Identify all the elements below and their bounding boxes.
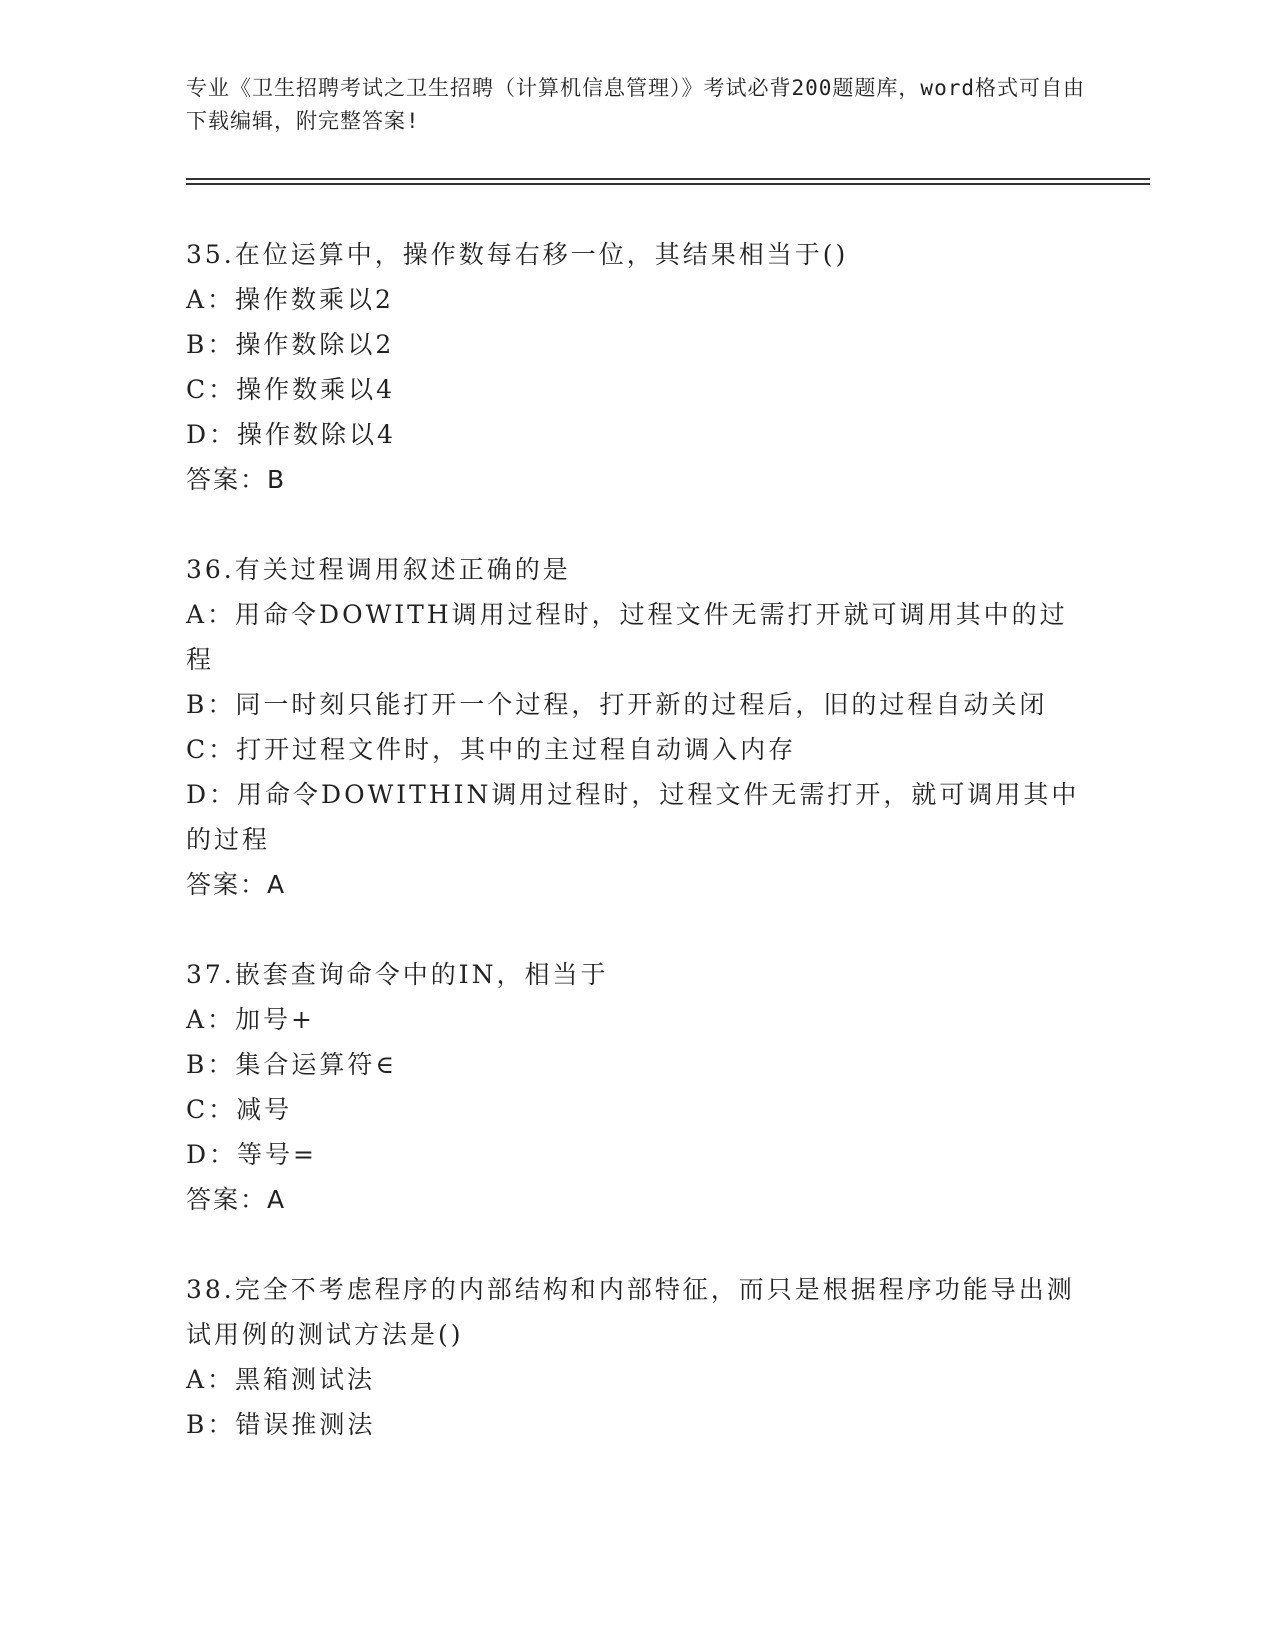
question-stem: 37.嵌套查询命令中的IN，相当于 <box>186 960 609 989</box>
question-38 <box>186 1267 1086 1447</box>
question-stem: 36.有关过程调用叙述正确的是 <box>186 555 571 584</box>
header-divider-top <box>186 178 1150 180</box>
question-37 <box>186 952 1086 1223</box>
option-c: C：操作数乘以4 <box>186 375 396 404</box>
question-36 <box>186 547 1086 908</box>
question-list <box>186 232 1086 1491</box>
answer: 答案：B <box>186 465 287 494</box>
option-d: D：用命令DOWITHIN调用过程时，过程文件无需打开，就可调用其中的过程 <box>186 780 1080 854</box>
option-b: B：同一时刻只能打开一个过程，打开新的过程后，旧的过程自动关闭 <box>186 690 1048 719</box>
option-a: A：用命令DOWITH调用过程时，过程文件无需打开就可调用其中的过程 <box>186 600 1068 674</box>
document-header: 专业《卫生招聘考试之卫生招聘（计算机信息管理）》考试必背200题题库，word格式可自由下载编辑，附完整答案! <box>186 76 1085 133</box>
option-a: A：黑箱测试法 <box>186 1365 376 1394</box>
answer: 答案：A <box>186 1185 287 1214</box>
option-a: A：加号+ <box>186 1005 316 1034</box>
option-b: B：集合运算符∈ <box>186 1050 397 1079</box>
option-d: D：等号= <box>186 1140 317 1169</box>
option-c: C：减号 <box>186 1095 293 1124</box>
question-stem: 35.在位运算中，操作数每右移一位，其结果相当于() <box>186 240 849 269</box>
option-c: C：打开过程文件时，其中的主过程自动调入内存 <box>186 735 797 764</box>
option-d: D：操作数除以4 <box>186 420 396 449</box>
question-stem: 38.完全不考虑程序的内部结构和内部特征，而只是根据程序功能导出测试用例的测试方法是() <box>186 1275 1075 1349</box>
question-35 <box>186 232 1086 503</box>
header-divider-bottom <box>186 183 1150 185</box>
answer: 答案：A <box>186 870 287 899</box>
option-b: B：错误推测法 <box>186 1410 376 1439</box>
option-a: A：操作数乘以2 <box>186 285 394 314</box>
option-b: B：操作数除以2 <box>186 330 395 359</box>
